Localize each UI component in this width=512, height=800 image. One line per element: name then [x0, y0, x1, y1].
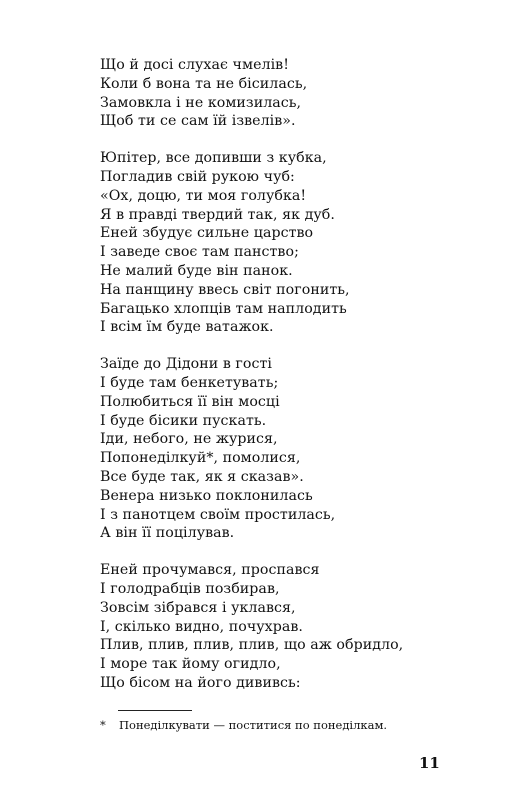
poem-line: І, скілько видно, почухрав. [100, 618, 303, 635]
stanza [100, 355, 460, 543]
poem-line: Еней прочумався, проспався [100, 562, 320, 579]
footnote-mark: * [100, 718, 106, 732]
poem-line: Венера низько поклонилась [100, 487, 313, 504]
poem-line: Коли б вона та не бісилась, [100, 75, 308, 92]
poem-line: Щоб ти се сам їй ізвелів». [100, 113, 296, 130]
footnote-separator [118, 710, 192, 711]
poem-line: Не малий буде він панок. [100, 262, 293, 279]
poem-line: Зовсім зібрався і уклався, [100, 599, 296, 616]
stanza [100, 149, 460, 337]
poem-line: І всім їм буде ватажок. [100, 319, 274, 336]
poem-line: І з панотцем своїм простилась, [100, 506, 336, 523]
poem-line: Погладив свій рукою чуб: [100, 168, 295, 185]
poem-line: Замовкла і не комизилась, [100, 94, 302, 111]
poem-line: Плив, плив, плив, плив, що аж обридло, [100, 637, 404, 654]
poem-line: А він її поцілував. [100, 525, 235, 542]
poem-line: І море так йому огидло, [100, 656, 281, 673]
poem-body [100, 56, 460, 711]
poem-line: Юпітер, все допивши з кубка, [100, 150, 327, 167]
poem-line: Я в правді твердий так, як дуб. [100, 206, 335, 223]
poem-line: Попонеділкуй*, помолися, [100, 450, 301, 467]
footnote [100, 718, 387, 733]
poem-line: І буде там бенкетувать; [100, 374, 279, 391]
poem-line: Полюбиться її він мосці [100, 393, 280, 410]
poem-line: І голодрабців позбирав, [100, 580, 280, 597]
poem-line: І заведе своє там панство; [100, 244, 299, 261]
poem-line: На панщину ввесь світ погонить, [100, 281, 350, 298]
page-number: 11 [419, 754, 440, 772]
poem-line: Іди, небого, не журися, [100, 431, 278, 448]
poem-line: Еней збудує сильне царство [100, 225, 314, 242]
poem-line: «Ох, доцю, ти моя голубка! [100, 187, 307, 204]
poem-line: Що бісом на його дививсь: [100, 674, 301, 691]
poem-line: Багацько хлопців там наплодить [100, 300, 347, 317]
footnote-text: Понеділкувати — поститися по понеділкам. [119, 718, 388, 732]
stanza [100, 561, 460, 693]
poem-line: Що й досі слухає чмелів! [100, 57, 289, 73]
stanza [100, 56, 460, 131]
poem-line: І буде бісики пускать. [100, 412, 267, 429]
poem-line: Заїде до Дідони в гості [100, 356, 272, 373]
poem-line: Все буде так, як я сказав». [100, 468, 304, 485]
